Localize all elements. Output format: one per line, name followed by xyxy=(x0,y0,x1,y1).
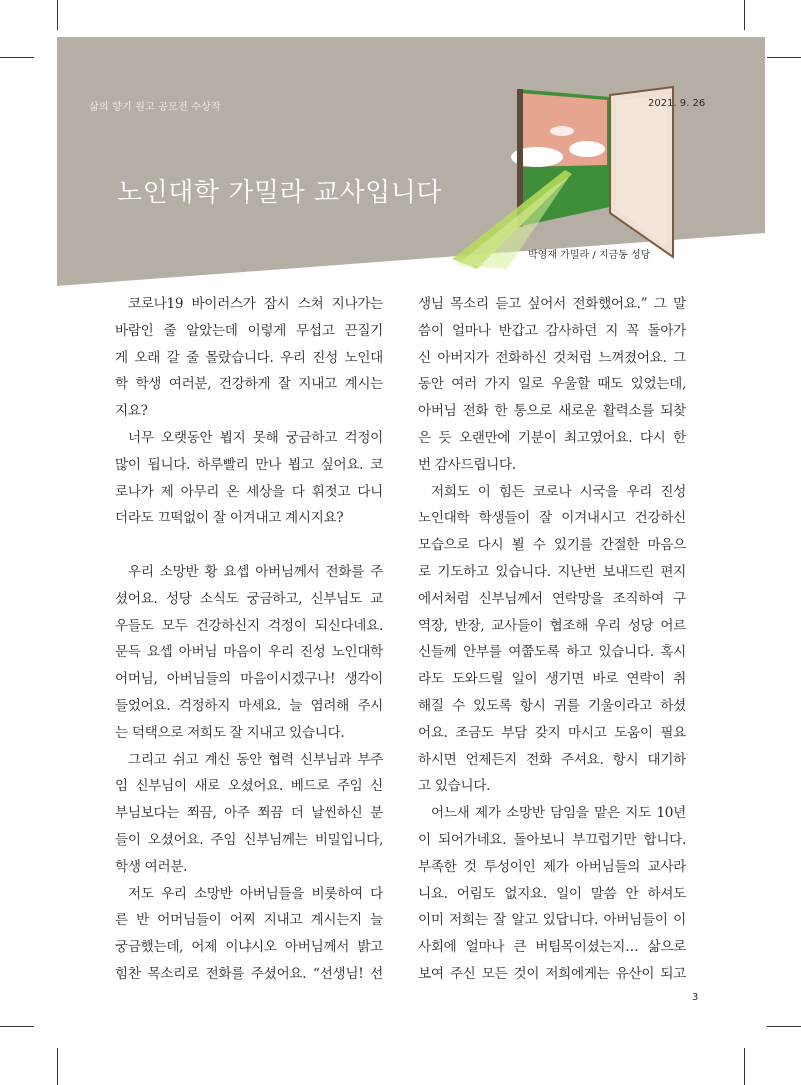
text-line: 그리고 쉬고 계신 동안 협력 신부님과 부주 xyxy=(128,751,383,768)
text-line: 고 있습니다. xyxy=(418,778,491,795)
text-line: 많이 됩니다. 하루빨리 만나 뵙고 싶어요. 코 xyxy=(115,456,383,473)
text-line: 들었어요. 걱정하지 마세요. 늘 염려해 주시 xyxy=(115,697,383,714)
text-line: 번 감사드립니다. xyxy=(418,456,516,473)
text-line: 들이 오셨어요. 주임 신부님께는 비밀입니다, xyxy=(115,831,383,848)
text-line: 학 학생 여러분, 건강하게 잘 지내고 계시는 xyxy=(115,376,383,393)
text-line: 어느새 제가 소망반 담임을 맡은 지도 10년 xyxy=(431,805,686,822)
article-title: 노인대학 가밀라 교사입니다 xyxy=(117,178,442,208)
text-line: 이미 저희는 잘 알고 있답니다. 아버님들이 이 xyxy=(418,912,686,929)
crop-mark xyxy=(744,1048,745,1085)
text-line: 에서처럼 신부님께서 연락망을 조직하여 구 xyxy=(418,590,686,607)
text-line: 학생 여러분. xyxy=(115,858,188,875)
text-line: 로 기도하고 있습니다. 지난번 보내드린 편지 xyxy=(418,563,686,580)
text-line: 사회에 얼마나 큰 버팀목이셨는지… 삶으로 xyxy=(418,939,686,956)
crop-mark xyxy=(57,0,58,30)
text-line: 모습으로 다시 뵐 수 있기를 간절한 마음으 xyxy=(418,537,686,554)
text-line: 생님 목소리 듣고 싶어서 전화했어요.” 그 말 xyxy=(418,296,686,312)
text-line: 궁금했는데, 어제 이냐시오 아버님께서 밝고 xyxy=(115,939,383,956)
article-author: 박영재 가밀라 / 지금동 성당 xyxy=(528,250,651,261)
text-line: 역장, 반장, 교사들이 협조해 우리 성당 어르 xyxy=(418,617,686,634)
text-line: 어요. 조금도 부담 갖지 마시고 도움이 필요 xyxy=(418,724,686,741)
text-line: 아버님 전화 한 통으로 새로운 활력소를 되찾 xyxy=(418,403,686,420)
issue-date: 2021. 9. 26 xyxy=(648,98,706,109)
crop-mark xyxy=(0,57,34,58)
text-line: 우들도 모두 건강하신지 걱정이 되신다네요. xyxy=(115,617,383,634)
page-number: 3 xyxy=(692,992,699,1003)
text-line: 게 오래 갈 줄 몰랐습니다. 우리 진성 노인대 xyxy=(115,349,383,366)
crop-mark xyxy=(0,1026,34,1027)
text-line: 니요. 어림도 없지요. 일이 말씀 안 하셔도 xyxy=(418,885,686,902)
crop-mark xyxy=(57,1048,58,1085)
text-line: 저도 우리 소망반 아버님들을 비롯하여 다 xyxy=(128,885,383,902)
text-line: 코로나19 바이러스가 잠시 스쳐 지나가는 xyxy=(128,296,383,312)
text-line: 라도 도와드릴 일이 생기면 바로 연락이 취 xyxy=(418,671,686,688)
text-line: 우리 소망반 황 요셉 아버님께서 전화를 주 xyxy=(128,563,383,580)
text-line: 힘찬 목소리로 전화를 주셨어요. “선생님! 선 xyxy=(115,965,383,982)
text-line: 로나가 제 아무리 온 세상을 다 휘젓고 다니 xyxy=(115,483,383,500)
text-line: 씀이 얼마나 반갑고 감사하던 지 꼭 돌아가 xyxy=(418,322,686,339)
text-line: 는 덕택으로 저희도 잘 지내고 있습니다. xyxy=(115,724,345,741)
text-line: 문득 요셉 아버님 마음이 우리 진성 노인대학 xyxy=(115,644,383,661)
crop-mark xyxy=(744,0,745,30)
text-line: 하시면 언제든지 전화 주셔요. 항시 대기하 xyxy=(418,751,686,768)
text-line: 보여 주신 모든 것이 저희에게는 유산이 되고 xyxy=(418,965,686,982)
header-banner xyxy=(57,37,765,286)
text-line: 저희도 이 힘든 코로나 시국을 우리 진성 xyxy=(431,483,686,500)
crop-mark xyxy=(767,1026,801,1027)
text-line: 노인대학 학생들이 잘 이겨내시고 건강하신 xyxy=(418,510,686,527)
text-line: 바람인 줄 알았는데 이렇게 무섭고 끈질기 xyxy=(115,322,383,339)
text-line: 임 신부님이 새로 오셨어요. 베드로 주임 신 xyxy=(115,778,383,795)
text-line: 이 되어가네요. 돌아보니 부끄럽기만 합니다. xyxy=(418,831,686,848)
text-line: 셨어요. 성당 소식도 궁금하고, 신부님도 교 xyxy=(115,590,383,607)
text-line: 은 듯 오랜만에 기분이 최고였어요. 다시 한 xyxy=(418,429,686,446)
right-text-column xyxy=(418,291,686,988)
text-line: 부족한 것 투성이인 제가 아버님들의 교사라 xyxy=(418,858,686,875)
left-text-column xyxy=(115,291,383,988)
text-line: 너무 오랫동안 뵙지 못해 궁금하고 걱정이 xyxy=(128,429,383,446)
text-line: 신 아버지가 전화하신 것처럼 느껴졌어요. 그 xyxy=(418,349,686,366)
text-line: 신들께 안부를 여쭙도록 하고 있습니다. 혹시 xyxy=(418,644,686,661)
text-line: 해질 수 있도록 항시 귀를 기울이라고 하셨 xyxy=(418,697,686,714)
text-line: 동안 여러 가지 일로 우울할 때도 있었는데, xyxy=(418,376,686,393)
text-line: 른 반 어머님들이 어찌 지내고 계시는지 늘 xyxy=(115,912,383,929)
paragraph-gap xyxy=(115,532,383,559)
text-line: 지요? xyxy=(115,403,148,420)
text-line: 부님보다는 쬐끔, 아주 쬐끔 더 날씬하신 분 xyxy=(115,805,383,822)
award-label: 삶의 향기 원고 공모전 수상작 xyxy=(89,102,221,113)
text-line: 어머님, 아버님들의 마음이시겠구나! 생각이 xyxy=(115,671,383,688)
text-line: 더라도 끄떡없이 잘 이겨내고 계시지요? xyxy=(115,510,344,527)
open-door-icon xyxy=(57,37,765,286)
crop-mark xyxy=(767,57,801,58)
